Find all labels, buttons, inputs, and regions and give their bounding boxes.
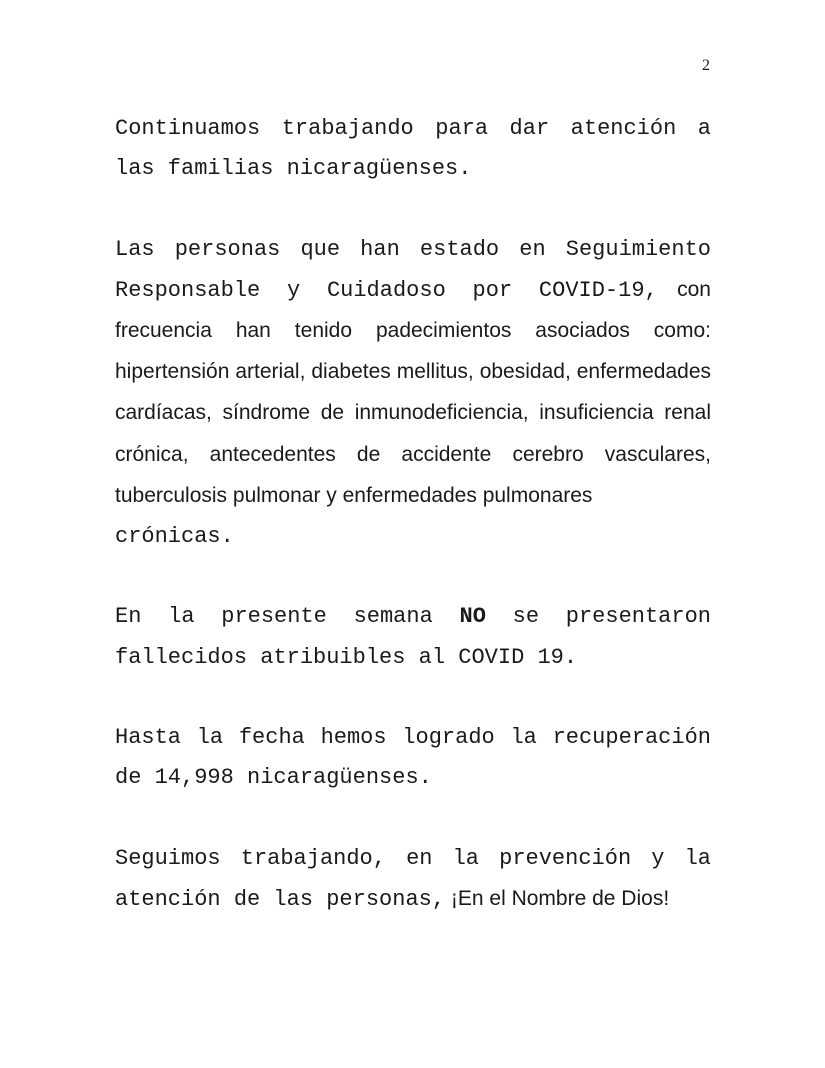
paragraph-recovery: Hasta la fecha hemos logrado la recuperación de 14,998 nicaragüenses. [115, 725, 711, 791]
document-body [115, 109, 711, 960]
paragraph-deaths-emphasis: NO [459, 604, 486, 630]
paragraph-intro: Continuamos trabajando para dar atención a las familias nicaragüenses. [115, 116, 711, 182]
paragraph-deaths [115, 597, 711, 677]
paragraph-deaths-before: En la presente semana [115, 604, 460, 630]
paragraph-closing-start: Seguimos trabajando, en la prevención y la atención de las personas, [115, 845, 711, 912]
paragraph-comorbidities-start: Las personas que han estado en Seguimiento Responsable y Cuidadoso por COVID-19, [115, 236, 711, 303]
paragraph-deaths-after: se presentaron fallecidos atribuibles al COVID 19. [115, 604, 711, 670]
page-number: 2 [702, 57, 710, 74]
paragraph-comorbidities-end: crónicas. [115, 524, 234, 550]
paragraph-comorbidities [115, 230, 711, 558]
paragraph-closing-end: ¡En el Nombre de Dios! [445, 886, 670, 910]
paragraph-comorbidities-list: con frecuencia han tenido padecimientos asociados como: hipertensión arterial, diabetes mellitus, obesidad, enfermedades cardíacas, síndrome de inmunodeficiencia, insuficiencia renal crónica, antecedentes de accidente cerebro vasculares, tuberculosis pulmonar y enfermedades pulmonares [115, 277, 711, 507]
paragraph-closing [115, 839, 711, 920]
